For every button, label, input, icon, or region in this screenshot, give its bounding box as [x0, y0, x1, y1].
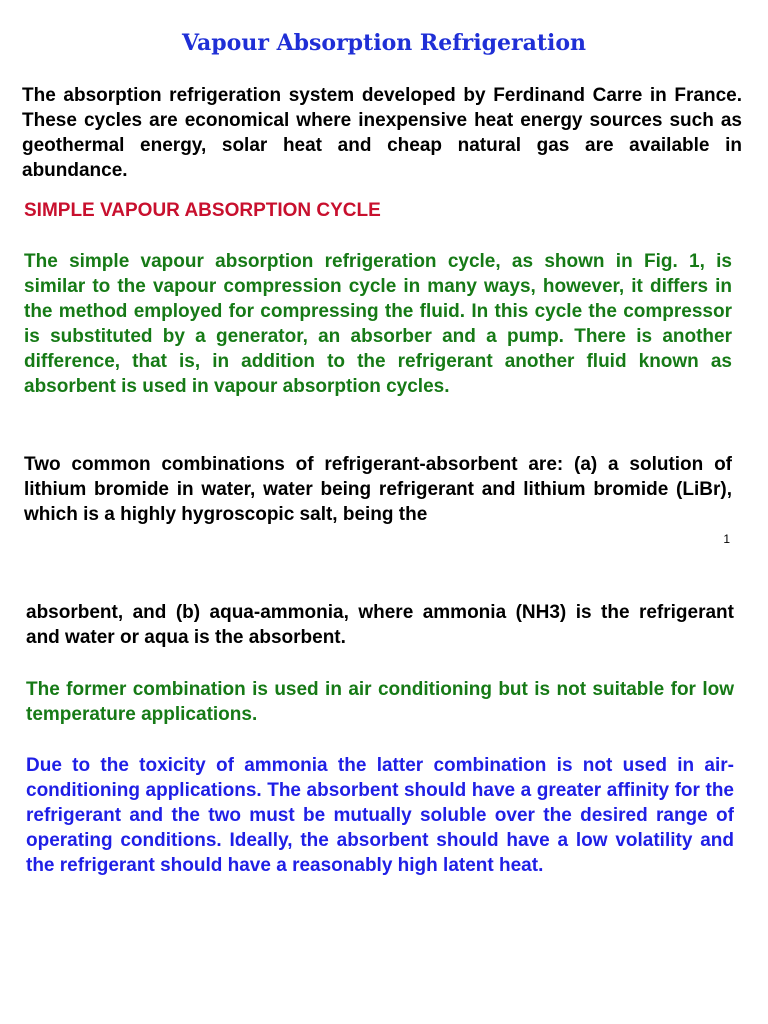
page-number: 1 [723, 532, 730, 546]
continuation-paragraph: absorbent, and (b) aqua-ammonia, where ammonia (NH3) is the refrigerant and water or aqua is the absorbent. [26, 602, 734, 648]
page-title: Vapour Absorption Refrigeration [181, 30, 587, 56]
intro-paragraph: The absorption refrigeration system developed by Ferdinand Carre in France. These cycles are economical where inexpensive heat energy sources such as geothermal energy, solar heat and cheap natural gas are available in abundance. [22, 85, 742, 181]
section-heading: SIMPLE VAPOUR ABSORPTION CYCLE [24, 200, 381, 221]
cycle-paragraph: The simple vapour absorption refrigeration cycle, as shown in Fig. 1, is similar to the vapour compression cycle in many ways, however, it differs in the method employed for compressing the fluid. In this cycle the compressor is substituted by a generator, an absorber and a pump. There is another difference, that is, in addition to the refrigerant another fluid known as absorbent is used in vapour absorption cycles. [24, 251, 732, 397]
former-combination-paragraph: The former combination is used in air conditioning but is not suitable for low temperature applications. [26, 679, 734, 725]
toxicity-paragraph: Due to the toxicity of ammonia the latter combination is not used in air-conditioning applications. The absorbent should have a greater affinity for the refrigerant and the two must be mutually soluble over the desired range of operating conditions. Ideally, the absorbent should have a low volatility and the refrigerant should have a reasonably high latent heat. [26, 755, 734, 876]
combinations-paragraph: Two common combinations of refrigerant-absorbent are: (a) a solution of lithium bromide in water, water being refrigerant and lithium bromide (LiBr), which is a highly hygroscopic salt, being the [24, 454, 732, 525]
